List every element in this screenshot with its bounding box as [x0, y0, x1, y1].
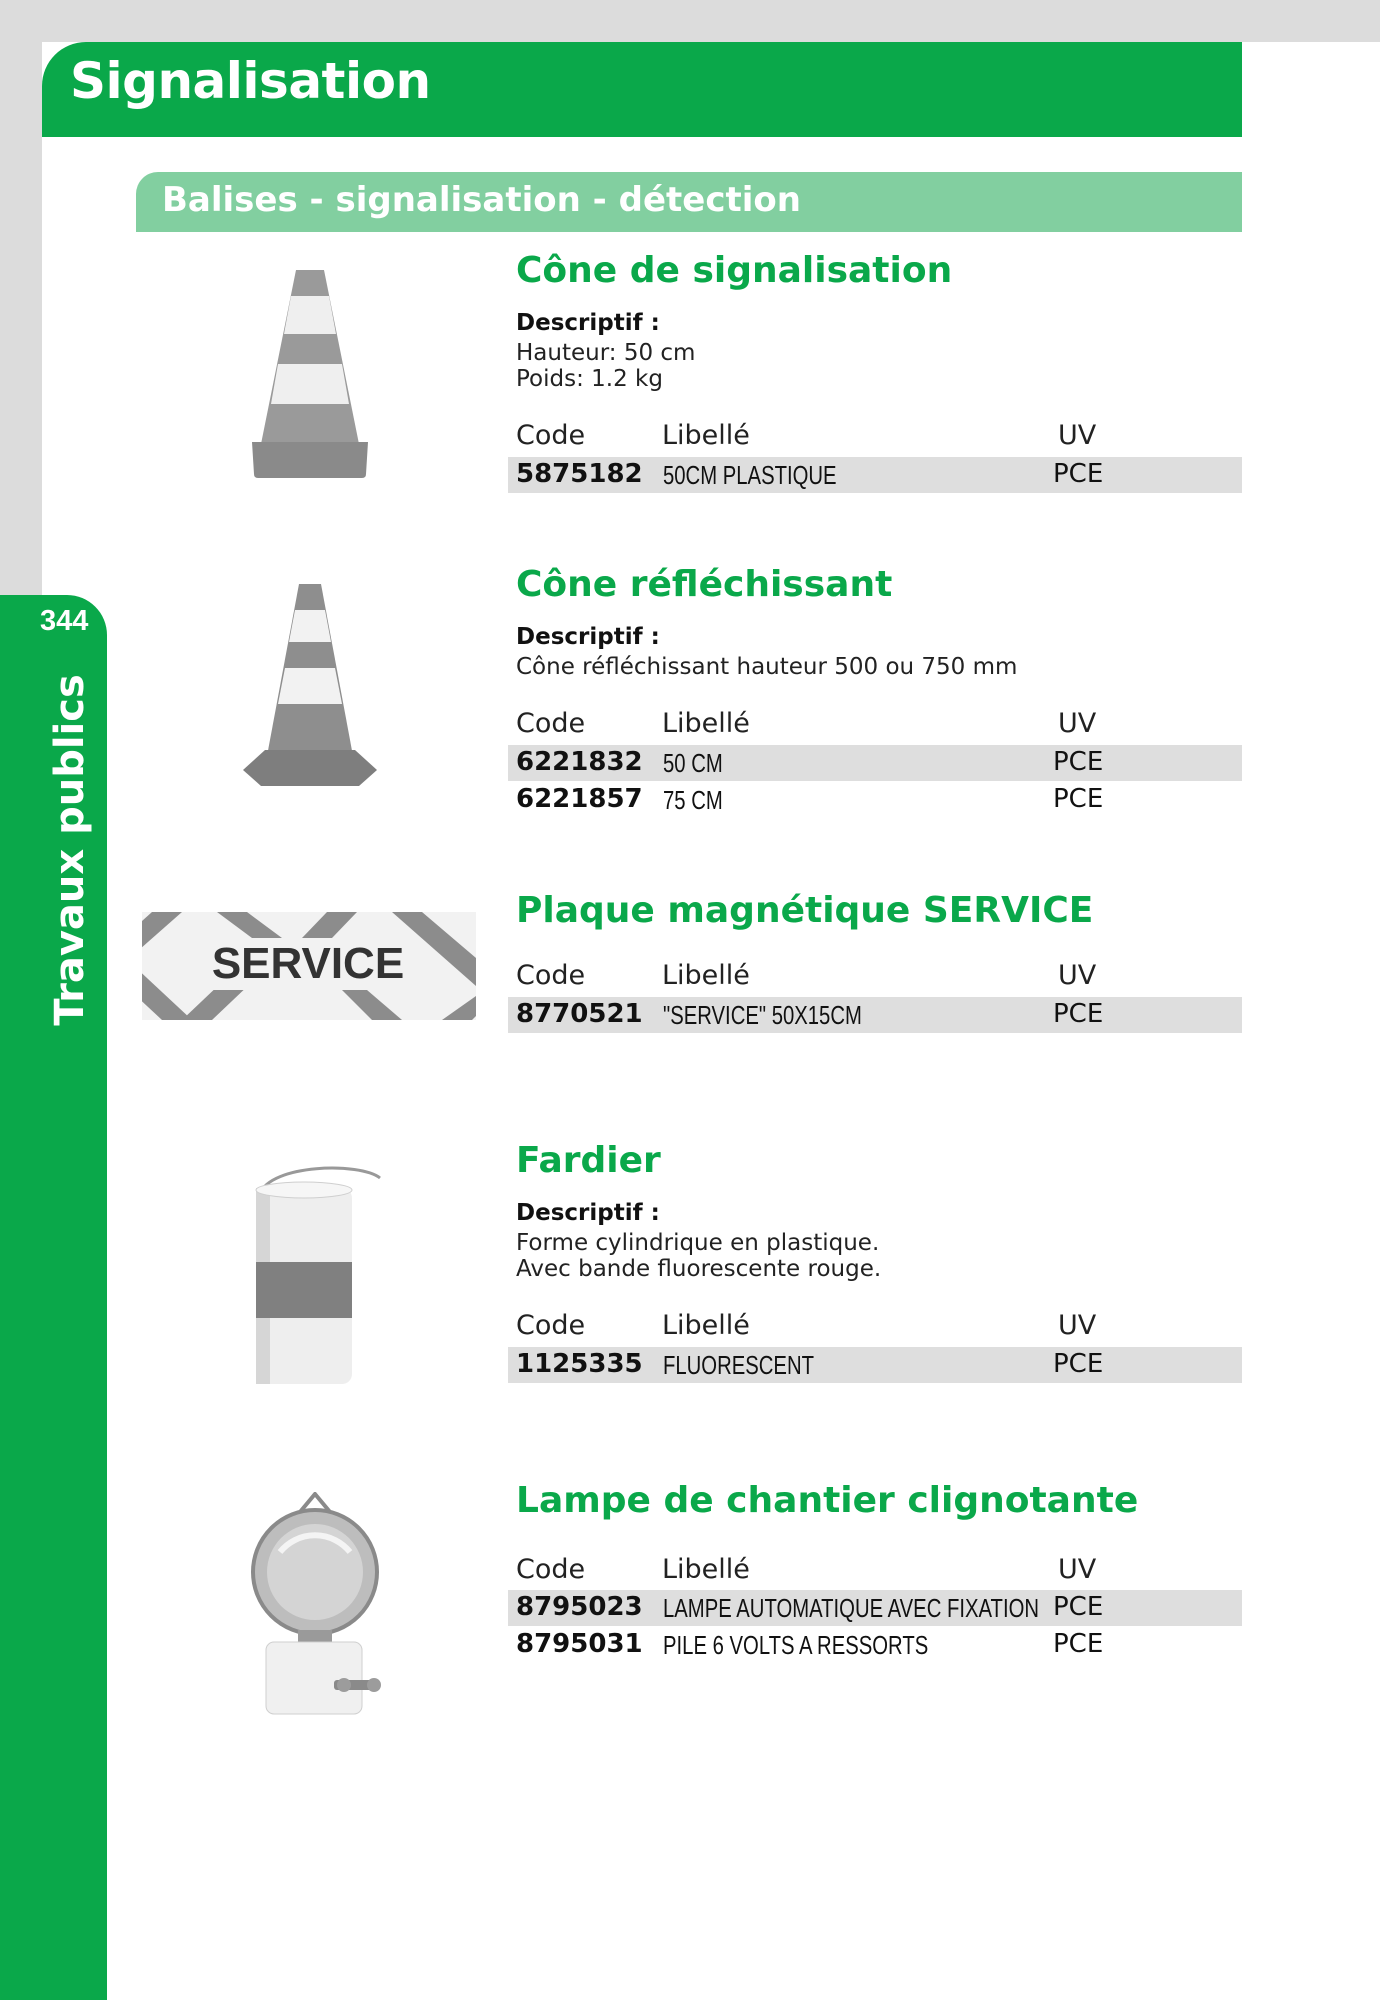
header-libelle: Libellé [662, 1554, 750, 1585]
product-title: Lampe de chantier clignotante [516, 1480, 1139, 1521]
row-code: 5875182 [516, 459, 643, 489]
header-uv: UV [1058, 960, 1097, 991]
header-uv: UV [1058, 1310, 1097, 1341]
table-row [508, 997, 1242, 1033]
header-code: Code [516, 1554, 586, 1585]
left-margin [0, 0, 42, 600]
header-libelle: Libellé [662, 1310, 750, 1341]
product-title: Cône de signalisation [516, 250, 953, 291]
row-uv: PCE [1053, 1592, 1104, 1622]
reflective-cone-image [235, 574, 385, 794]
table-row [508, 782, 1242, 818]
descriptif-line: Cône réfléchissant hauteur 500 ou 750 mm [516, 654, 1018, 680]
row-libelle: "SERVICE" 50X15CM [663, 1000, 862, 1030]
header-libelle: Libellé [662, 960, 750, 991]
descriptif-label: Descriptif : [516, 310, 660, 336]
table-row [508, 457, 1242, 493]
row-uv: PCE [1053, 1629, 1104, 1659]
descriptif-label: Descriptif : [516, 624, 660, 650]
row-uv: PCE [1053, 999, 1104, 1029]
header-code: Code [516, 960, 586, 991]
page-number: 344 [40, 605, 89, 637]
header-code: Code [516, 1310, 586, 1341]
row-code: 8770521 [516, 999, 643, 1029]
row-code: 6221857 [516, 784, 643, 814]
descriptif-line: Poids: 1.2 kg [516, 366, 663, 392]
product-title: Fardier [516, 1140, 661, 1181]
row-libelle: 75 CM [663, 785, 723, 815]
side-tab-label: Travaux publics [47, 674, 93, 1026]
descriptif-line: Avec bande fluorescente rouge. [516, 1256, 882, 1282]
product-title: Cône réfléchissant [516, 564, 893, 605]
page-title: Signalisation [70, 52, 431, 110]
header-uv: UV [1058, 420, 1097, 451]
row-code: 8795031 [516, 1629, 643, 1659]
product-title: Plaque magnétique SERVICE [516, 890, 1094, 931]
top-margin [0, 0, 1380, 42]
section-header [136, 172, 1242, 232]
row-uv: PCE [1053, 747, 1104, 777]
table-row [508, 1627, 1242, 1663]
title-bar [42, 42, 1242, 137]
header-uv: UV [1058, 708, 1097, 739]
header-libelle: Libellé [662, 708, 750, 739]
descriptif-label: Descriptif : [516, 1200, 660, 1226]
header-libelle: Libellé [662, 420, 750, 451]
service-plate-image [142, 912, 476, 1020]
flashing-lamp-image [240, 1492, 390, 1720]
header-uv: UV [1058, 1554, 1097, 1585]
row-libelle: 50 CM [663, 748, 723, 778]
row-uv: PCE [1053, 1349, 1104, 1379]
descriptif-line: Hauteur: 50 cm [516, 340, 696, 366]
row-code: 1125335 [516, 1349, 643, 1379]
row-code: 6221832 [516, 747, 643, 777]
traffic-cone-image [240, 264, 380, 484]
row-libelle: FLUORESCENT [663, 1350, 814, 1380]
row-code: 8795023 [516, 1592, 643, 1622]
fardier-image [250, 1164, 390, 1390]
table-row [508, 1590, 1242, 1626]
row-uv: PCE [1053, 784, 1104, 814]
table-row [508, 1347, 1242, 1383]
table-row [508, 745, 1242, 781]
header-code: Code [516, 708, 586, 739]
row-uv: PCE [1053, 459, 1104, 489]
row-libelle: 50CM PLASTIQUE [663, 460, 837, 490]
row-libelle: LAMPE AUTOMATIQUE AVEC FIXATION [663, 1593, 1040, 1623]
row-libelle: PILE 6 VOLTS A RESSORTS [663, 1630, 929, 1660]
plate-text: SERVICE [211, 939, 405, 988]
header-code: Code [516, 420, 586, 451]
section-title: Balises - signalisation - détection [162, 180, 801, 220]
descriptif-line: Forme cylindrique en plastique. [516, 1230, 880, 1256]
